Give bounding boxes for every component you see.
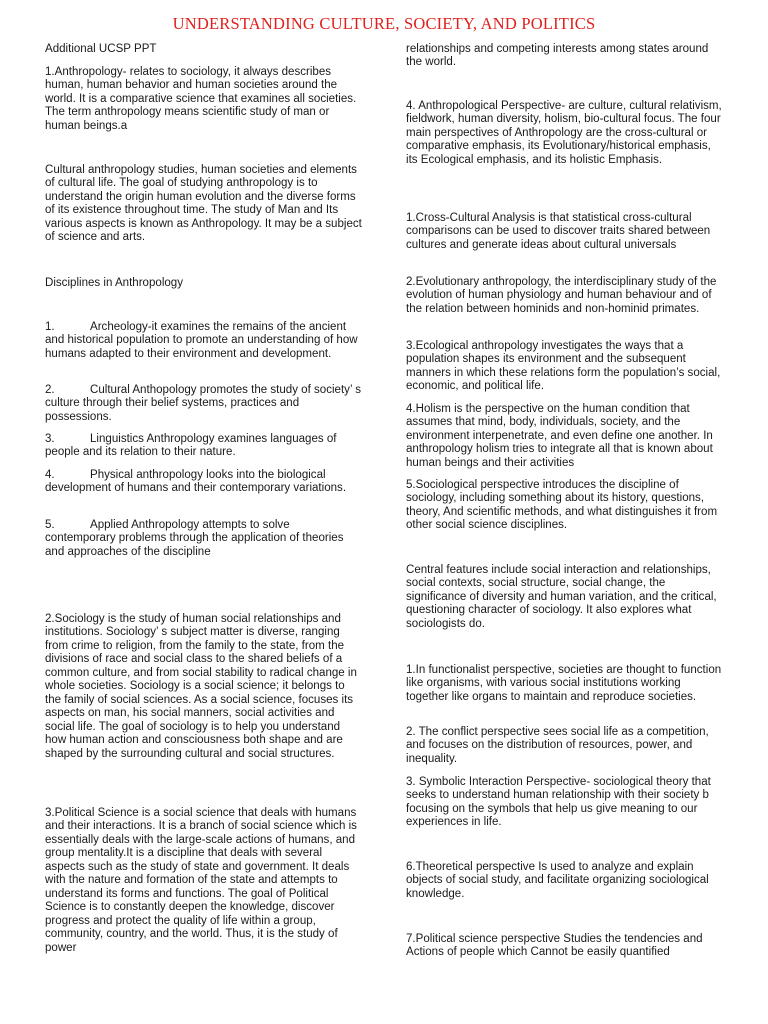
functionalist-paragraph: 1.In functionalist perspective, societies are thought to function like organisms, with various social institutions working together like organs to maintain and reproduce societies. — [406, 664, 722, 703]
discipline-text: Archeology-it examines the remains of the ancient and historical population to promote an understanding of how humans adapted to their environment and development. — [45, 321, 358, 360]
symbolic-interaction-paragraph: 3. Symbolic Interaction Perspective- sociological theory that seeks to understand human relationship with their society b focusing on the symbols that help us give meaning to our experiences in life. — [406, 776, 711, 829]
theoretical-perspective-paragraph: 6.Theoretical perspective Is used to analyze and explain objects of social study, and facilitate organizing sociological knowledge. — [406, 861, 709, 900]
political-science-perspective-paragraph: 7.Political science perspective Studies the tendencies and Actions of people which Cannot be easily quantified — [406, 933, 703, 959]
cross-cultural-paragraph: 1.Cross-Cultural Analysis is that statistical cross-cultural comparisons can be used to discover traits shared between cultures and generate ideas about cultural universals — [406, 212, 711, 251]
discipline-number: 2. — [45, 384, 55, 396]
page-title: UNDERSTANDING CULTURE, SOCIETY, AND POLITICS — [172, 14, 596, 33]
holism-paragraph: 4.Holism is the perspective on the human condition that assumes that mind, body, individuals, society, and the environment interpenetrate, and even define one another. In anthropology holism tries to integrate all that is known about human beings and their activities — [406, 403, 713, 469]
discipline-text: Cultural Anthopology promotes the study of society’ s culture through their belief systems, practices and possessions. — [45, 384, 362, 423]
central-features-paragraph: Central features include social interaction and relationships, social contexts, social structure, social change, the significance of diversity and human variation, and the critical, questioning character of sociology. It also explores what sociologists do. — [406, 564, 717, 630]
political-science-paragraph: 3.Political Science is a social science that deals with humans and their interactions. It is a branch of social science which is essentially deals with the large-scale actions of humans, and group mentality.It is a discipline that deals with several aspects such as the study of state and government. It deals with the nature and formation of the state and attempts to understand its forms and functions. The goal of Political Science is to constantly deepen the knowledge, discover progress and protect the quality of life within a group, community, country, and the world. Thus, it is the study of power — [45, 807, 357, 954]
sociology-paragraph: 2.Sociology is the study of human social relationships and institutions. Sociology’ s subject matter is diverse, ranging from crime to religion, from the family to the state, from the divisions of race and social class to the shared beliefs of a common culture, and from social stability to radical change in whole societies. Sociology is a social science; it belongs to the family of social sciences. As a social science, focuses its aspects on man, his social manners, social activities and social life. The goal of sociology is to help you understand how human action and consciousness both shape and are shaped by the surrounding cultural and social structures. — [45, 613, 357, 760]
ecological-paragraph: 3.Ecological anthropology investigates the ways that a population shapes its environment and the subsequent manners in which these relations form the population’s social, economic, and political life. — [406, 340, 721, 393]
anthropology-paragraph: 1.Anthropology- relates to sociology, it always describes human, human behavior and human societies around the world. It is a comparative science that examines all societies. The term anthropology means scientific study of man or human beings.a — [45, 66, 357, 132]
discipline-number: 4. — [45, 469, 55, 481]
discipline-item — [45, 384, 363, 424]
discipline-text: Physical anthropology looks into the biological development of humans and their contemporary variations. — [45, 469, 347, 495]
discipline-item — [45, 469, 363, 496]
anthropological-perspective-paragraph: 4. Anthropological Perspective- are culture, cultural relativism, fieldwork, human diversity, holism, bio-cultural focus. The four main perspectives of Anthropology are the cross-cultural or comparative emphasis, its Evolutionary/historical emphasis, its Ecological emphasis, and its holistic Emphasis. — [406, 100, 722, 166]
discipline-item — [45, 433, 363, 460]
discipline-number: 3. — [45, 433, 55, 445]
discipline-number: 1. — [45, 321, 55, 333]
document-header: Additional UCSP PPT — [45, 43, 157, 55]
discipline-item — [45, 321, 363, 361]
sociological-perspective-paragraph: 5.Sociological perspective introduces the discipline of sociology, including something about its history, questions, theory, And scientific methods, and what distinguishes it from other social science disciplines. — [406, 479, 718, 532]
continuation-text: relationships and competing interests among states around the world. — [406, 43, 709, 69]
discipline-number: 5. — [45, 519, 55, 531]
cultural-anthropology-paragraph: Cultural anthropology studies, human societies and elements of cultural life. The goal of studying anthropology is to understand the origin human evolution and the diverse forms of its existence throughout time. The study of Man and Its various aspects is known as Anthropology. It may be a subject of science and arts. — [45, 164, 362, 244]
discipline-text: Applied Anthropology attempts to solve contemporary problems through the application of theories and approaches of the discipline — [45, 519, 344, 558]
evolutionary-paragraph: 2.Evolutionary anthropology, the interdisciplinary study of the evolution of human physiology and human behaviour and of the relation between hominids and non-hominid primates. — [406, 276, 717, 315]
conflict-paragraph: 2. The conflict perspective sees social life as a competition, and focuses on the distribution of resources, power, and inequality. — [406, 726, 709, 765]
discipline-text: Linguistics Anthropology examines languages of people and its relation to their nature. — [45, 433, 337, 459]
disciplines-heading: Disciplines in Anthropology — [45, 277, 183, 289]
discipline-item — [45, 519, 363, 559]
